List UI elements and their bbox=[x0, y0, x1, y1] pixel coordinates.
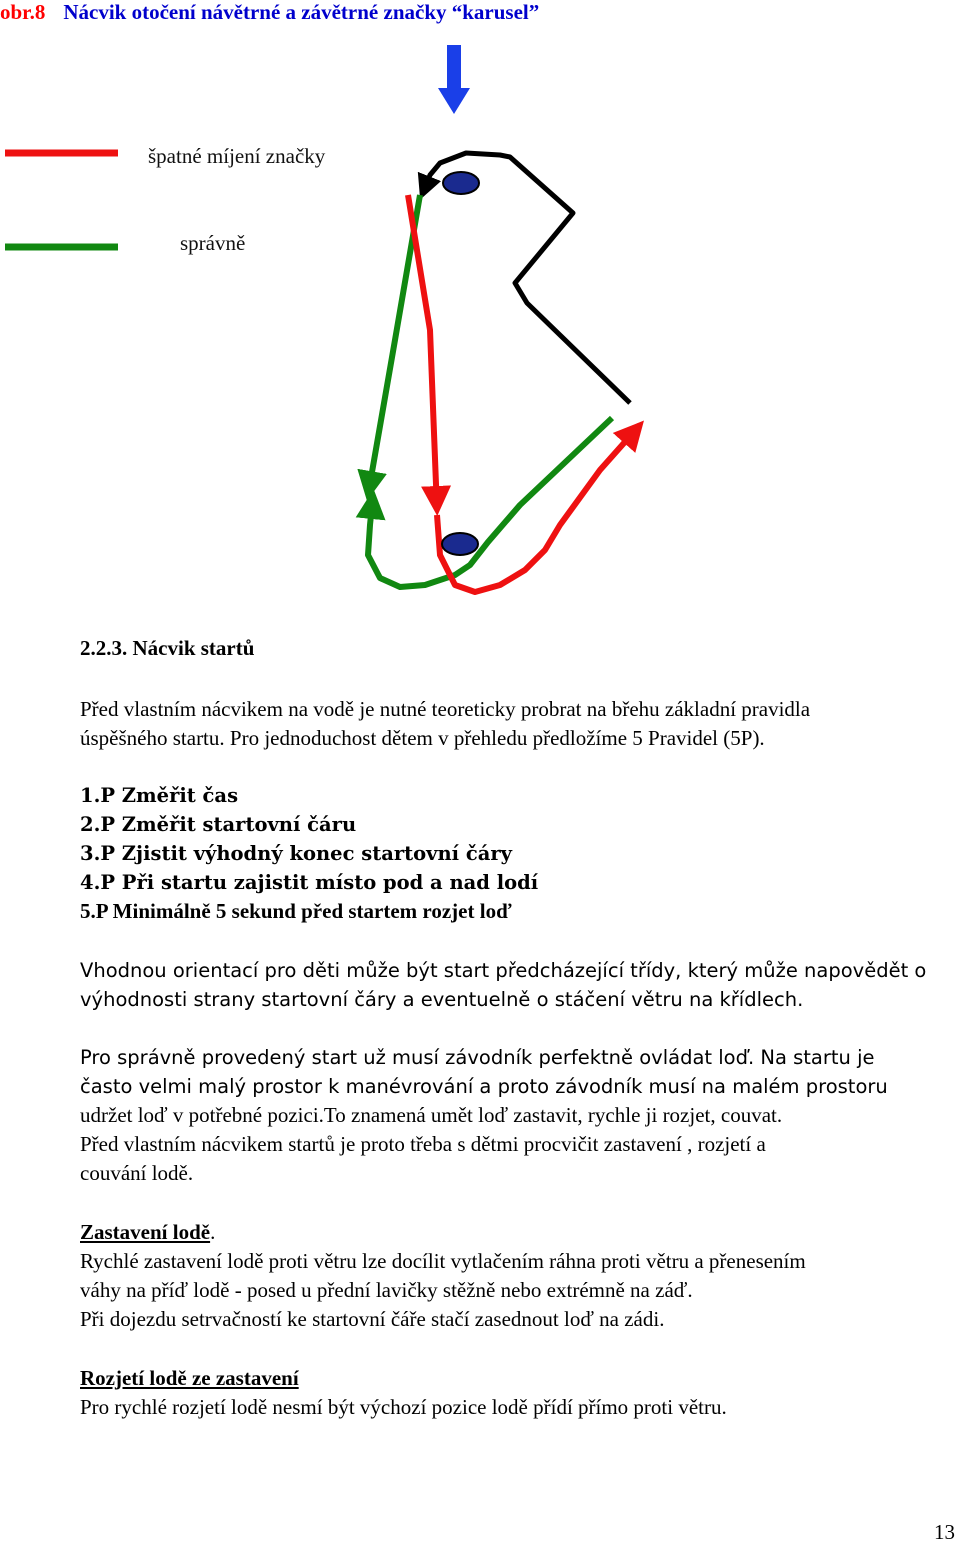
stopping-heading: Zastavení lodě bbox=[80, 1220, 211, 1244]
text-line: výhodnosti strany startovní čáry a eventuelně o stáčení větru na křídlech. bbox=[80, 988, 804, 1011]
wind-arrow-icon bbox=[438, 45, 470, 114]
windward-mark-icon bbox=[443, 172, 479, 194]
page-number: 13 bbox=[934, 1520, 955, 1544]
rules-list bbox=[80, 781, 538, 926]
orientation-paragraph bbox=[80, 956, 960, 1014]
legend-label-wrong: špatné míjení značky bbox=[148, 144, 326, 168]
path-correct-green-upper bbox=[368, 195, 420, 495]
rule-item: 1.P Změřit čas bbox=[80, 784, 239, 807]
text-line: Před vlastním nácvikem na vodě je nutné teoreticky probrat na břehu základní pravidla bbox=[80, 697, 811, 721]
rule-item: 4.P Při startu zajistit místo pod a nad lodí bbox=[80, 871, 539, 894]
text-line: Při dojezdu setrvačností ke startovní čáře stačí zasednout loď na zádi. bbox=[80, 1307, 665, 1331]
section-heading: 2.2.3. Nácvik startů bbox=[80, 636, 255, 660]
text-line: Pro správně provedený start už musí závodník perfektně ovládat loď. Na startu je bbox=[80, 1046, 875, 1069]
stopping-heading-suffix: . bbox=[210, 1220, 216, 1244]
legend-label-correct: správně bbox=[180, 231, 246, 255]
stopping-section bbox=[80, 1218, 960, 1334]
text-line: Vhodnou orientací pro děti může být start předcházející třídy, který může napovědět o bbox=[80, 959, 927, 982]
figure-title: Nácvik otočení návětrné a závětrné značky “karusel” bbox=[63, 0, 540, 24]
figure-number: obr.8 bbox=[0, 0, 46, 24]
rule-item: 5.P Minimálně 5 sekund před startem rozjet loď bbox=[80, 899, 512, 923]
text-line: Před vlastním nácvikem startů je proto třeba s dětmi procvičit zastavení , rozjetí a bbox=[80, 1132, 766, 1156]
text-line: Rychlé zastavení lodě proti větru lze docílit vytlačením ráhna proti větru a přenesením bbox=[80, 1249, 806, 1273]
intro-paragraph bbox=[80, 695, 960, 753]
text-line: Pro rychlé rozjetí lodě nesmí být výchozí pozice lodě přídí přímo proti větru. bbox=[80, 1395, 727, 1419]
starting-section bbox=[80, 1364, 960, 1422]
control-paragraph bbox=[80, 1043, 960, 1188]
karusel-diagram bbox=[0, 0, 960, 620]
leeward-mark-icon bbox=[442, 533, 478, 555]
rule-item: 2.P Změřit startovní čáru bbox=[80, 813, 357, 836]
text-line: váhy na příď lodě - posed u přední lavičky stěžně nebo extrémně na záď. bbox=[80, 1278, 693, 1302]
rule-item: 3.P Zjistit výhodný konec startovní čáry bbox=[80, 842, 512, 865]
starting-heading: Rozjetí lodě ze zastavení bbox=[80, 1366, 299, 1390]
text-line: udržet loď v potřebné pozici.To znamená umět loď zastavit, rychle ji rozjet, couvat. bbox=[80, 1103, 783, 1127]
text-line: často velmi malý prostor k manévrování a proto závodník musí na malém prostoru bbox=[80, 1075, 888, 1098]
stopping-heading-line bbox=[80, 1218, 960, 1247]
text-line: úspěšného startu. Pro jednoduchost dětem v přehledu předložíme 5 Pravidel (5P). bbox=[80, 726, 765, 750]
text-line: couvání lodě. bbox=[80, 1161, 194, 1185]
